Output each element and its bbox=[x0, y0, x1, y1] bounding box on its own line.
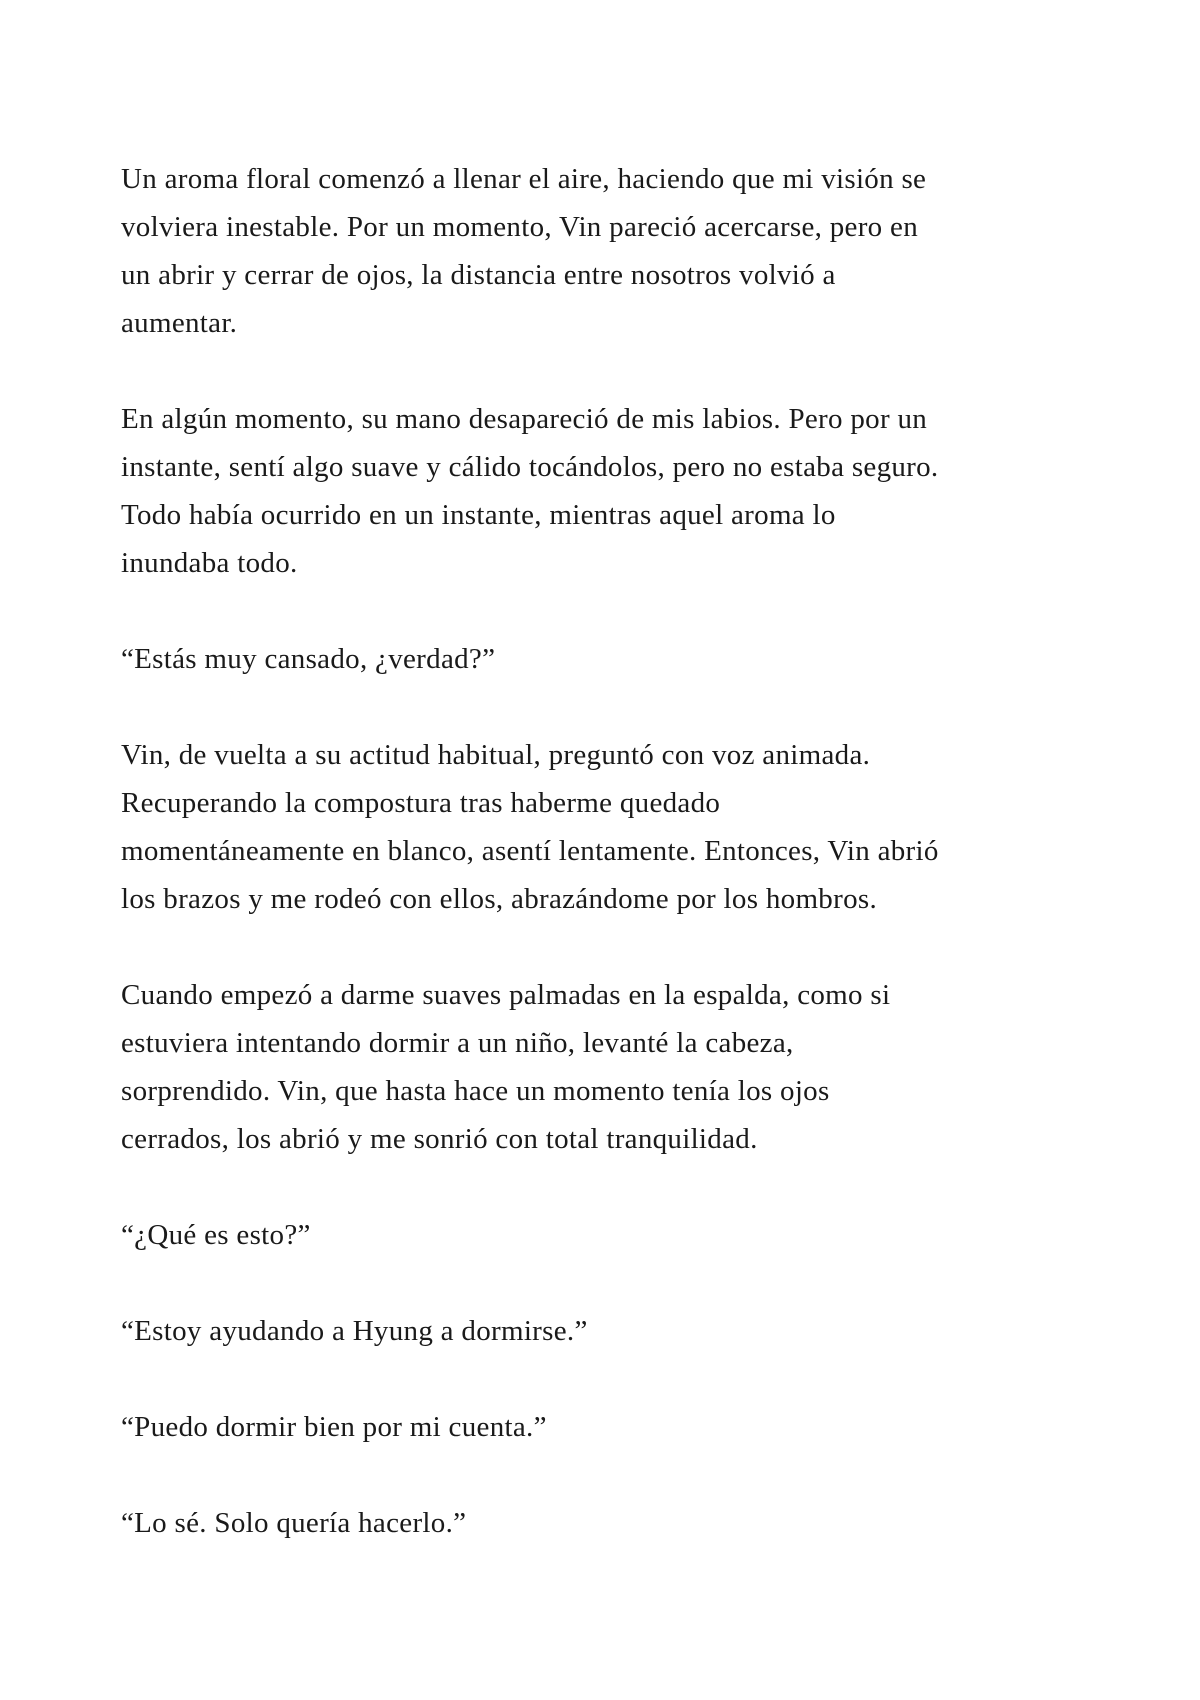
text-line: “¿Qué es esto?” bbox=[121, 1219, 311, 1251]
paragraph bbox=[121, 971, 1101, 1163]
dialogue-line bbox=[121, 1307, 1101, 1355]
text-line: “Estás muy cansado, ¿verdad?” bbox=[121, 643, 496, 675]
dialogue-line bbox=[121, 1211, 1101, 1259]
text-line: Un aroma floral comenzó a llenar el aire, haciendo que mi visión se bbox=[121, 163, 927, 195]
text-line: Cuando empezó a darme suaves palmadas en la espalda, como si bbox=[121, 979, 891, 1011]
text-line: En algún momento, su mano desapareció de mis labios. Pero por un bbox=[121, 403, 928, 435]
text-line: un abrir y cerrar de ojos, la distancia entre nosotros volvió a bbox=[121, 259, 836, 291]
dialogue-line bbox=[121, 635, 1101, 683]
dialogue-line bbox=[121, 1403, 1101, 1451]
dialogue-line bbox=[121, 1499, 1101, 1547]
text-line: sorprendido. Vin, que hasta hace un momento tenía los ojos bbox=[121, 1075, 830, 1107]
paragraph bbox=[121, 155, 1101, 347]
text-line: instante, sentí algo suave y cálido tocándolos, pero no estaba seguro. bbox=[121, 451, 939, 483]
text-line: estuviera intentando dormir a un niño, levanté la cabeza, bbox=[121, 1027, 794, 1059]
text-line: Vin, de vuelta a su actitud habitual, preguntó con voz animada. bbox=[121, 739, 871, 771]
text-line: aumentar. bbox=[121, 307, 238, 339]
text-line: “Lo sé. Solo quería hacerlo.” bbox=[121, 1507, 467, 1539]
text-line: Todo había ocurrido en un instante, mientras aquel aroma lo bbox=[121, 499, 836, 531]
text-line: los brazos y me rodeó con ellos, abrazándome por los hombros. bbox=[121, 883, 878, 915]
text-line: cerrados, los abrió y me sonrió con total tranquilidad. bbox=[121, 1123, 758, 1155]
text-line: momentáneamente en blanco, asentí lentamente. Entonces, Vin abrió bbox=[121, 835, 939, 867]
text-line: volviera inestable. Por un momento, Vin pareció acercarse, pero en bbox=[121, 211, 919, 243]
text-line: inundaba todo. bbox=[121, 547, 298, 579]
text-line: “Estoy ayudando a Hyung a dormirse.” bbox=[121, 1315, 588, 1347]
paragraph bbox=[121, 731, 1101, 923]
document-page bbox=[121, 155, 1101, 1595]
text-line: “Puedo dormir bien por mi cuenta.” bbox=[121, 1411, 547, 1443]
text-line: Recuperando la compostura tras haberme quedado bbox=[121, 787, 721, 819]
paragraph bbox=[121, 395, 1101, 587]
